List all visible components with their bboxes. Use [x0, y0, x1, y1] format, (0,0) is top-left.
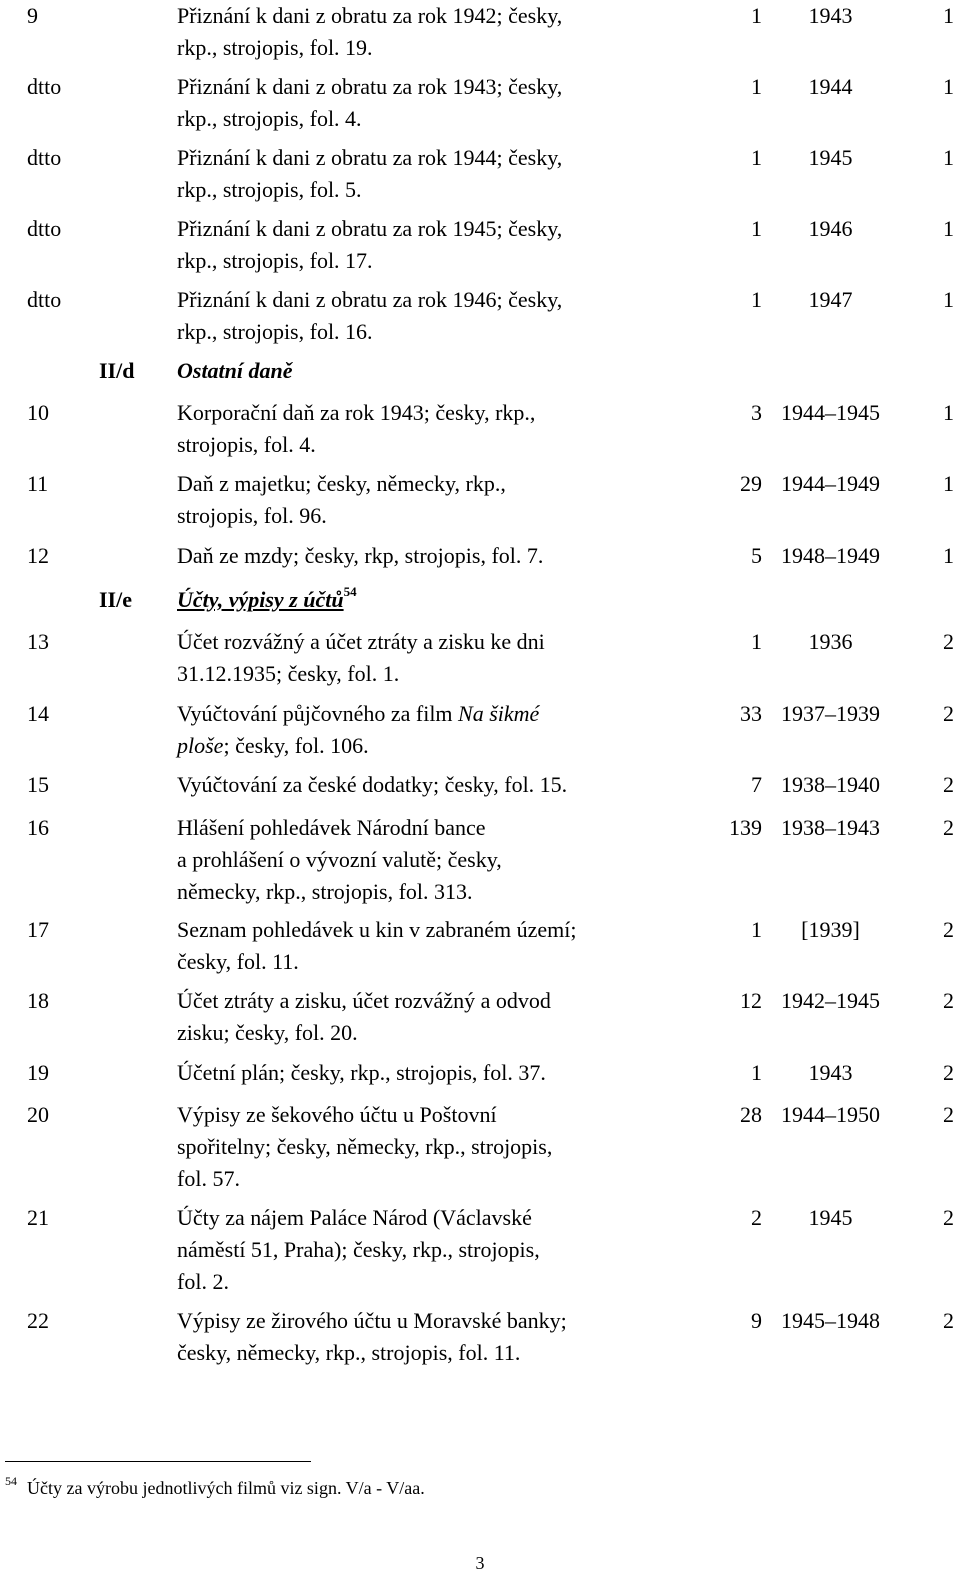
row-years: 1944–1950: [781, 1102, 880, 1127]
row-number: 18: [27, 988, 49, 1013]
row-number: 15: [27, 772, 49, 797]
row-count: 33: [740, 701, 762, 726]
row-count: 139: [729, 815, 762, 840]
footnote-divider: [5, 1461, 311, 1462]
row-box: 2: [943, 1205, 954, 1230]
section-title: Účty, výpisy z účtů$^{54}$: [177, 584, 357, 612]
row-number: 11: [27, 471, 49, 496]
row-number: 9: [27, 3, 38, 28]
row-count: 1: [751, 629, 762, 654]
row-years: 1944–1945: [781, 400, 880, 425]
row-box: 2: [943, 629, 954, 654]
row-count: 1: [751, 3, 762, 28]
row-description: Výpisy ze šekového účtu u Poštovní spořitelny; česky, německy, rkp., strojopis, fol. 57.: [177, 1102, 553, 1191]
row-box: 2: [943, 1102, 954, 1127]
row-years: 1947: [808, 287, 853, 312]
row-number: 20: [27, 1102, 49, 1127]
row-count: 1: [751, 917, 762, 942]
row-years: 1945: [808, 145, 853, 170]
row-description: Účet rozvážný a účet ztráty a zisku ke dni 31.12.1935; česky, fol. 1.: [177, 629, 545, 686]
row-number: 19: [27, 1060, 49, 1085]
row-description: Vyúčtování půjčovného za film Na šikmé ploše; česky, fol. 106.: [177, 701, 540, 758]
row-description: Přiznání k dani z obratu za rok 1943; česky, rkp., strojopis, fol. 4.: [177, 74, 563, 131]
row-number: 16: [27, 815, 49, 840]
row-description: Daň z majetku; česky, německy, rkp., strojopis, fol. 96.: [177, 471, 506, 528]
row-count: 1: [751, 74, 762, 99]
row-description: Daň ze mzdy; česky, rkp, strojopis, fol. 7.: [177, 543, 544, 568]
row-years: [1939]: [801, 917, 860, 942]
row-box: 2: [943, 815, 954, 840]
row-count: 7: [751, 772, 762, 797]
row-count: 9: [751, 1308, 762, 1333]
row-description: Účet ztráty a zisku, účet rozvážný a odvod zisku; česky, fol. 20.: [177, 988, 551, 1045]
row-number: dtto: [27, 216, 62, 241]
row-years: 1946: [808, 216, 853, 241]
row-box: 2: [943, 772, 954, 797]
row-box: 1: [943, 287, 954, 312]
row-number: 17: [27, 917, 49, 942]
row-years: 1943: [808, 3, 853, 28]
row-years: 1944: [808, 74, 853, 99]
row-number: dtto: [27, 145, 62, 170]
row-description: Přiznání k dani z obratu za rok 1944; česky, rkp., strojopis, fol. 5.: [177, 145, 563, 202]
footnote-text: Účty za výrobu jednotlivých filmů viz sign. V/a - V/aa.: [27, 1478, 425, 1498]
row-description: Přiznání k dani z obratu za rok 1946; česky, rkp., strojopis, fol. 16.: [177, 287, 563, 344]
row-count: 2: [751, 1205, 762, 1230]
row-years: 1938–1940: [781, 772, 880, 797]
section-code: II/d: [99, 358, 135, 383]
row-count: 12: [740, 988, 762, 1013]
row-box: 2: [943, 988, 954, 1013]
row-years: 1944–1949: [781, 471, 880, 496]
row-description: Hlášení pohledávek Národní bance a prohlášení o vývozní valutě; česky, německy, rkp., strojopis, fol. 313.: [177, 815, 502, 904]
row-years: 1938–1943: [781, 815, 880, 840]
row-years: 1945–1948: [781, 1308, 880, 1333]
row-box: 1: [943, 3, 954, 28]
row-years: 1936: [808, 629, 853, 654]
row-number: 22: [27, 1308, 49, 1333]
row-number: 10: [27, 400, 49, 425]
footnote: [5, 1476, 425, 1502]
row-number: dtto: [27, 287, 62, 312]
row-count: 29: [740, 471, 762, 496]
row-years: 1937–1939: [781, 701, 880, 726]
row-years: 1945: [808, 1205, 853, 1230]
row-description: Výpisy ze žirového účtu u Moravské banky; česky, německy, rkp., strojopis, fol. 11.: [177, 1308, 567, 1365]
row-number: dtto: [27, 74, 62, 99]
section-title: Ostatní daně: [177, 358, 293, 383]
row-count: 28: [740, 1102, 762, 1127]
row-box: 1: [943, 471, 954, 496]
row-box: 1: [943, 543, 954, 568]
row-description: Přiznání k dani z obratu za rok 1942; česky, rkp., strojopis, fol. 19.: [177, 3, 563, 60]
row-years: 1943: [808, 1060, 853, 1085]
film-title: Na šikmé: [458, 701, 540, 726]
row-description: Účty za nájem Paláce Národ (Václavské náměstí 51, Praha); česky, rkp., strojopis, fol. 2.: [177, 1205, 540, 1294]
row-box: 2: [943, 917, 954, 942]
row-count: 5: [751, 543, 762, 568]
row-box: 2: [943, 1060, 954, 1085]
section-code: II/e: [99, 587, 132, 612]
row-box: 2: [943, 1308, 954, 1333]
row-number: 21: [27, 1205, 49, 1230]
row-number: 13: [27, 629, 49, 654]
row-box: 1: [943, 145, 954, 170]
row-description: Seznam pohledávek u kin v zabraném území; česky, fol. 11.: [177, 917, 577, 974]
row-count: 1: [751, 1060, 762, 1085]
row-count: 1: [751, 145, 762, 170]
row-years: 1948–1949: [781, 543, 880, 568]
row-description: Vyúčtování za české dodatky; česky, fol. 15.: [177, 772, 568, 797]
row-count: 3: [751, 400, 762, 425]
row-count: 1: [751, 216, 762, 241]
footnote-ref: 54: [343, 584, 357, 599]
footnote-number: 54: [5, 1474, 17, 1488]
row-description: Účetní plán; česky, rkp., strojopis, fol. 37.: [177, 1060, 546, 1085]
row-count: 1: [751, 287, 762, 312]
row-description: Přiznání k dani z obratu za rok 1945; česky, rkp., strojopis, fol. 17.: [177, 216, 563, 273]
row-box: 1: [943, 74, 954, 99]
row-years: 1942–1945: [781, 988, 880, 1013]
row-box: 1: [943, 216, 954, 241]
row-number: 12: [27, 543, 49, 568]
row-description: Korporační daň za rok 1943; česky, rkp., strojopis, fol. 4.: [177, 400, 536, 457]
page-number: 3: [475, 1553, 485, 1573]
row-box: 1: [943, 400, 954, 425]
film-title: ploše: [177, 733, 224, 758]
row-box: 2: [943, 701, 954, 726]
row-number: 14: [27, 701, 49, 726]
